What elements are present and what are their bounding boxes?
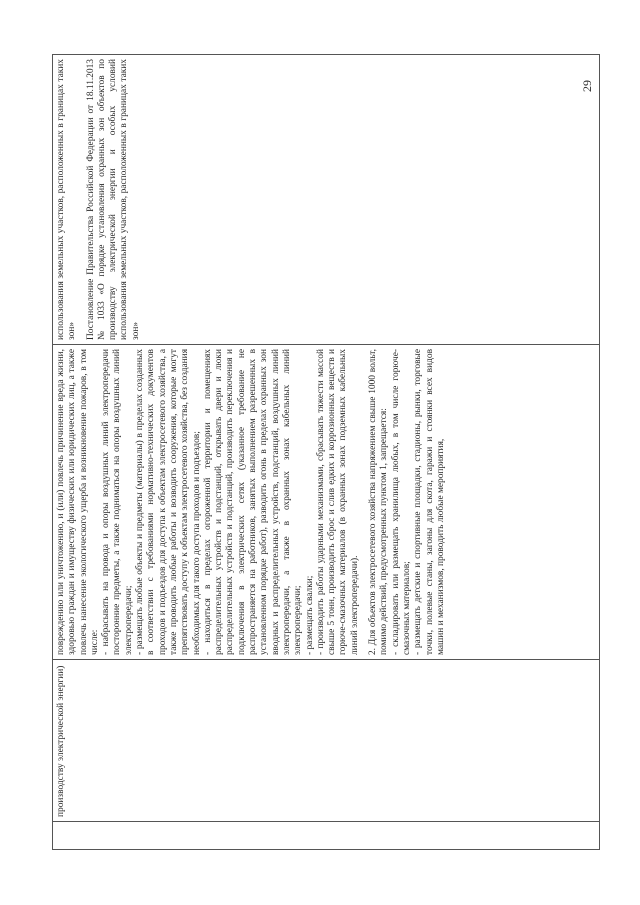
restriction-paragraph: - складировать или размещать хранилища любых, в том числе горюче-смазочных материалов; <box>390 349 412 655</box>
table-cell-restrictions <box>53 345 600 660</box>
restriction-paragraph: 2. Для объектов электросетевого хозяйства напряжением свыше 1000 вольт, помимо действий, предусмотренных пунктом 1, запрещается: <box>368 349 390 655</box>
table-cell-legal-basis <box>53 55 600 345</box>
restriction-paragraph: повреждению или уничтожению, и (или) повлечь причинение вреда жизни, здоровью граждан и имуществу физических или юридических лиц, а также повлечь нанесение экологического ущерба и возникновение пожаров, в том числе: <box>56 349 100 655</box>
page-number: 29 <box>580 80 594 92</box>
paragraph-gap <box>361 349 368 655</box>
restriction-paragraph: - размещать любые объекты и предметы (материалы) в пределах созданных в соответствии с требованиями нормативно-технических документов проходов и подъездов для доступа к объектам электросетевого хозяйства, а также проводить любые работы и возводить сооружения, которые могут препятствовать доступу к объектам электросетевого хозяйства, без создания необходимых для такого доступа проходов и подъездов; <box>135 349 202 655</box>
restriction-paragraph: - размещать свалки; <box>304 575 315 655</box>
restriction-paragraph: - находиться в пределах огороженной территории и помещениях распределительных устройств и подстанций, открывать двери и люки распределительных устройств и подстанций, производить переключения и подключения в электрических сетях (указанное требование не распространяется на работников, занятых выполнением разрешенных в установленном порядке работ), разводить огонь в пределах охранных зон вводных и распределительных устройств, подстанций, воздушных линий электропередачи, а также в охранных зонах кабельных линий электропередачи; <box>202 349 304 655</box>
table-cell-number <box>53 822 600 850</box>
restriction-paragraph: - размещать детские и спортивные площадки, стадионы, рынки, торговые точки, полевые станы, загоны для скота, гаражи и стоянки всех видов машин и механизмов, проводить любые мероприятия, <box>413 349 446 655</box>
legal-basis-paragraph: Постановление Правительства Российской Федерации от 18.11.2013 № 1033 «О порядке установления охранных зон объектов по производству электрической энергии и особых условий использования земельных участков, расположенных в границах таких зон» <box>85 59 141 340</box>
object-type-text: производству электрической энергии) <box>56 665 66 817</box>
legal-basis-paragraph: использования земельных участков, расположенных в границах таких зон» <box>56 59 78 340</box>
paragraph-gap <box>79 59 86 340</box>
regulation-table <box>52 54 600 850</box>
table-row <box>53 55 600 850</box>
table-cell-object-type <box>53 660 600 822</box>
rotated-table-container <box>52 55 600 850</box>
restriction-paragraph: - набрасывать на провода и опоры воздушных линий электропередачи посторонние предметы, а также подниматься на опоры воздушных линий электропередачи; <box>101 349 134 655</box>
restriction-paragraph: - производить работы ударными механизмами, сбрасывать тяжести массой свыше 5 тонн, производить сброс и слив едких и коррозионных веществ и горюче-смазочных материалов (в охранных зонах подземных кабельных линий электропередачи). <box>315 349 360 655</box>
